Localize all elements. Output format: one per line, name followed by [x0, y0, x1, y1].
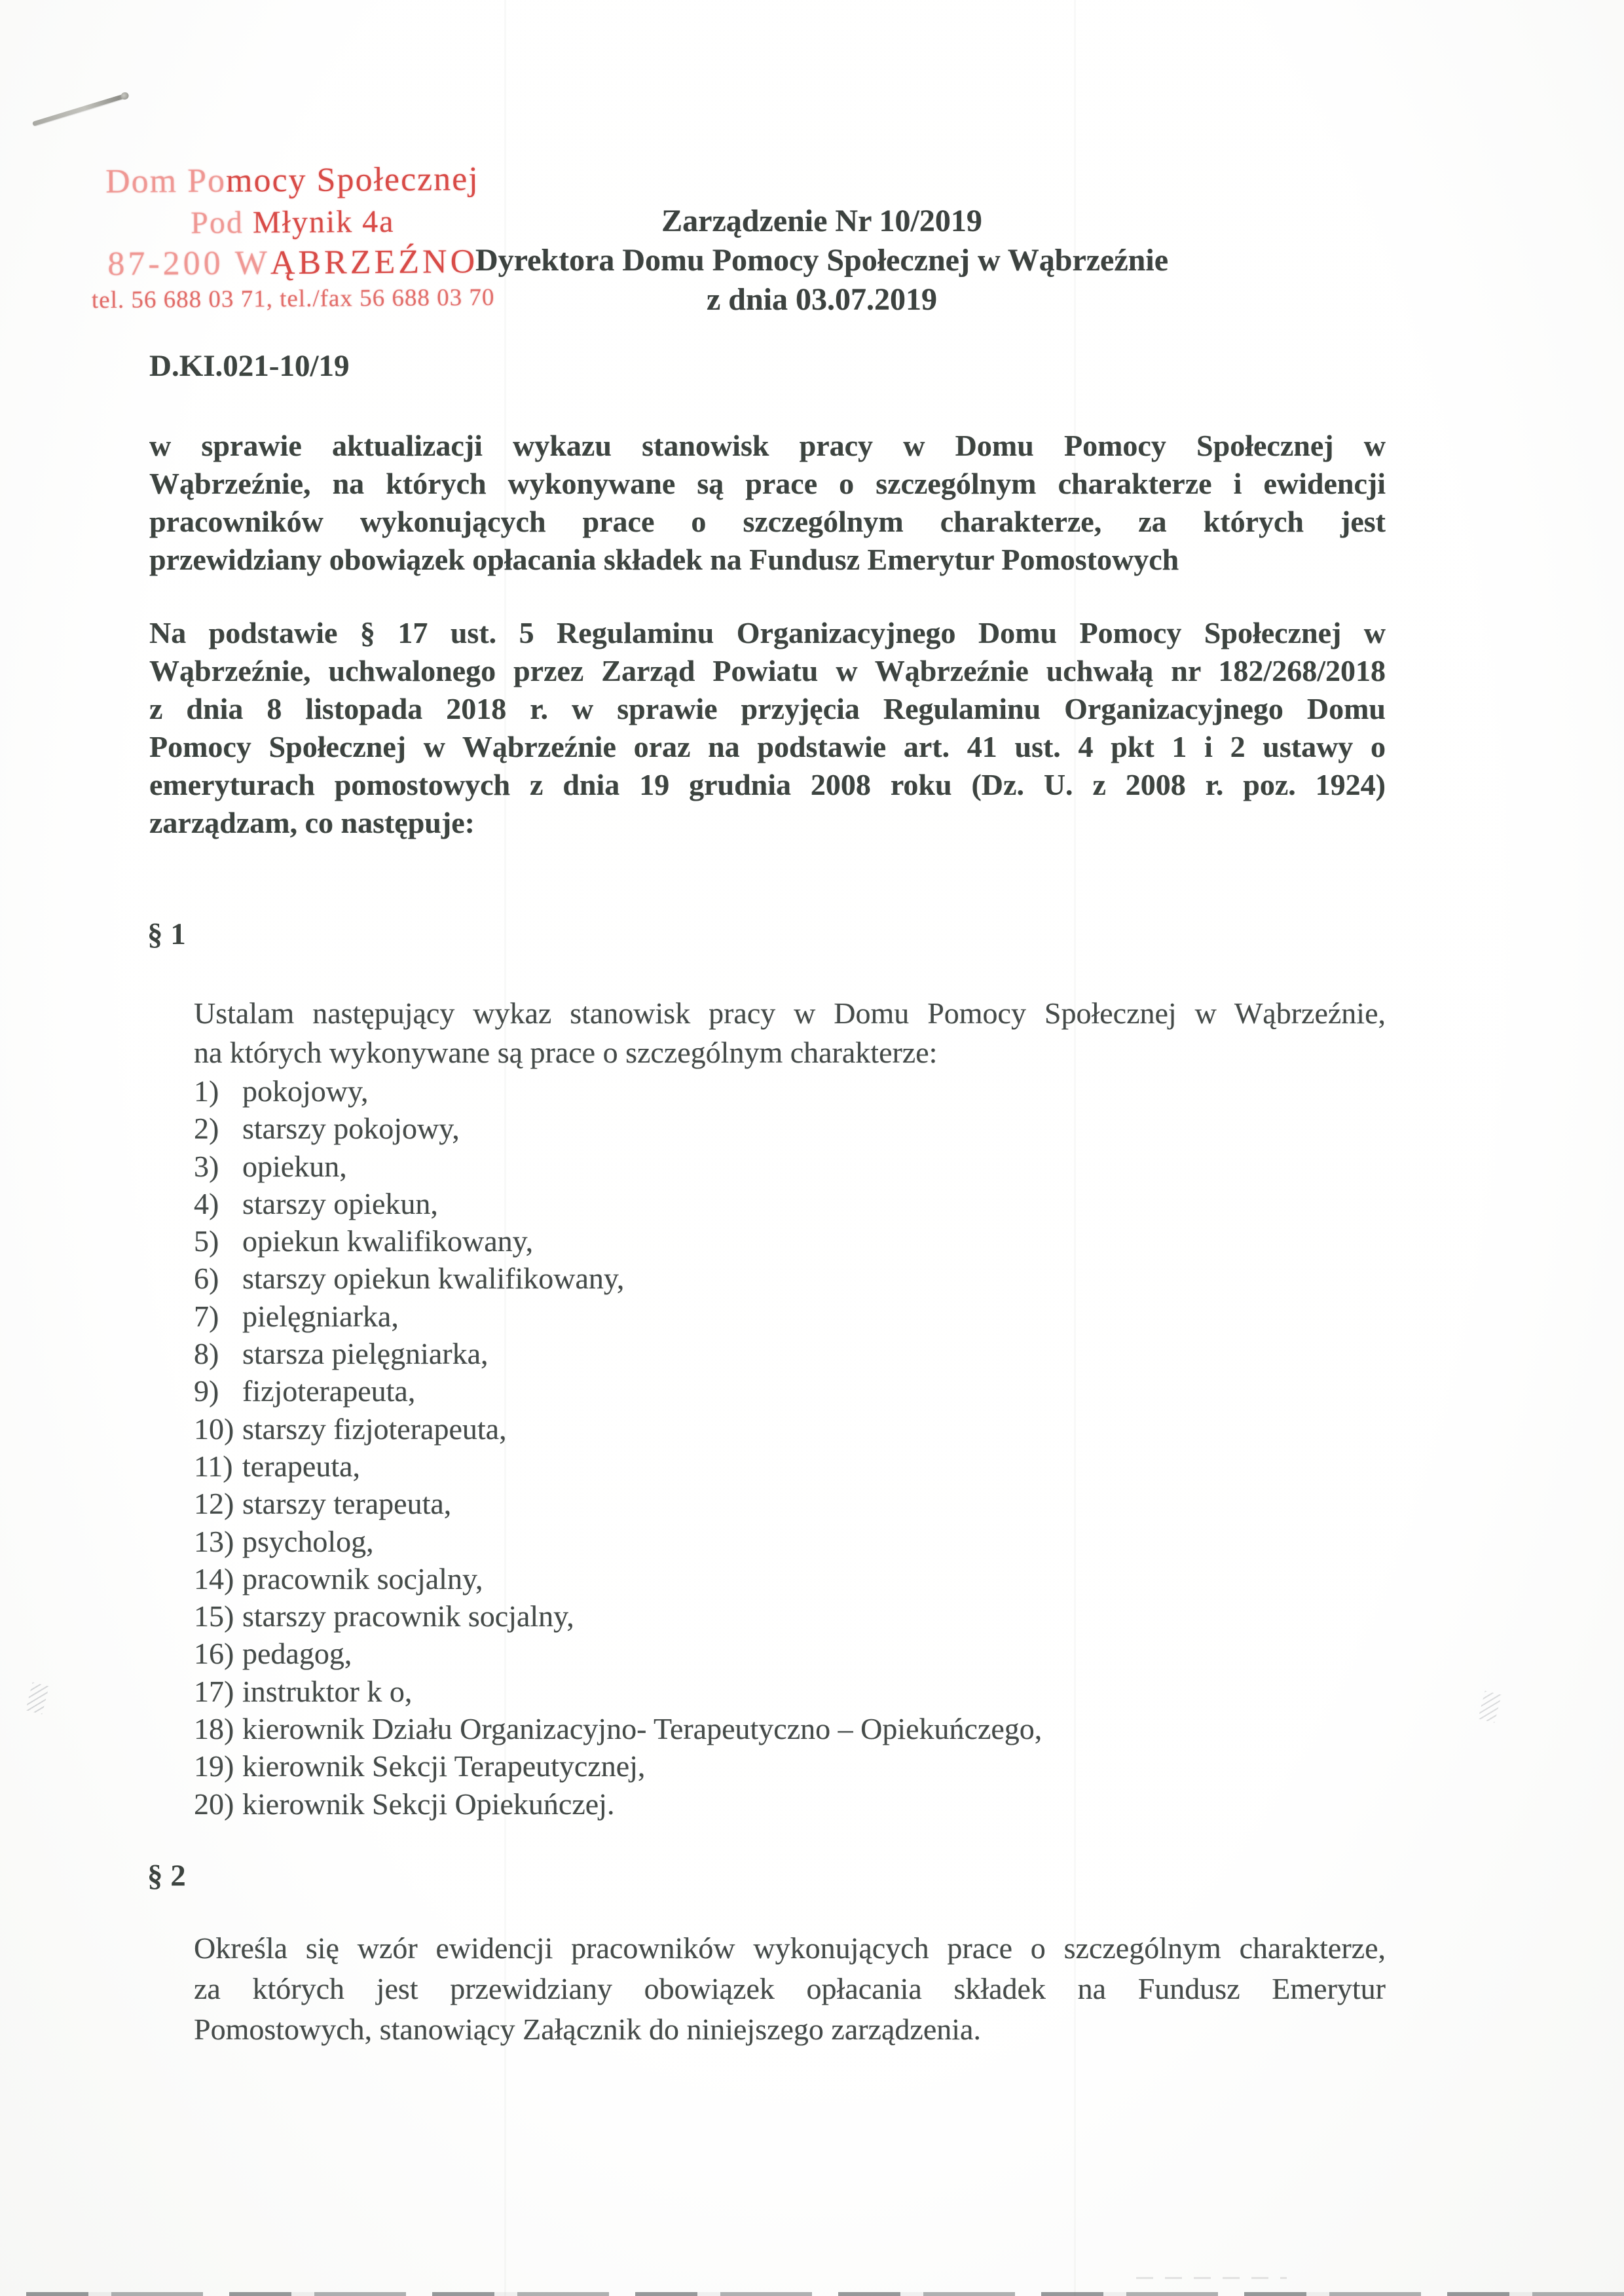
section-2-paragraph — [194, 1928, 1386, 2050]
list-item-18: 18) kierownik Działu Organizacyjno- Terapeutyczno – Opiekuńczego, — [194, 1712, 1043, 1746]
list-item-17: 17) instruktor k o, — [194, 1674, 413, 1708]
list-item-14: 14) pracownik socjalny, — [194, 1561, 483, 1595]
list-item-11: 11) terapeuta, — [194, 1449, 361, 1483]
stamp-org-name: Dom Pomocy Społecznej — [105, 160, 479, 200]
subject-line-1: w sprawie aktualizacji wykazu stanowisk pracy w Domu Pomocy Społecznej w — [149, 429, 1386, 462]
list-item-8: 8) starsza pielęgniarka, — [194, 1337, 489, 1371]
section-1-intro-line-2: na których wykonywane są prace o szczególnym charakterze: — [194, 1036, 938, 1069]
list-item-2: 2) starszy pokojowy, — [194, 1112, 460, 1146]
subject-line-3: pracowników wykonujących prace o szczególnym charakterze, za których jest — [149, 505, 1386, 538]
list-item-15: 15) starszy pracownik socjalny, — [194, 1599, 574, 1633]
legal-basis-line-6: zarządzam, co następuje: — [149, 806, 475, 839]
list-item-16: 16) pedagog, — [194, 1637, 352, 1671]
legal-basis-line-4: Pomocy Społecznej w Wąbrzeźnie oraz na podstawie art. 41 ust. 4 pkt 1 i 2 ustawy o — [149, 730, 1386, 763]
title-line-issuer: Dyrektora Domu Pomocy Społecznej w Wąbrzeźnie — [475, 243, 1168, 278]
list-item-19: 19) kierownik Sekcji Terapeutycznej, — [194, 1749, 646, 1783]
ordinance-reference-number: D.KI.021-10/19 — [149, 349, 350, 383]
list-item-5: 5) opiekun kwalifikowany, — [194, 1224, 534, 1258]
section-1-intro — [194, 994, 1386, 1072]
title-line-date: z dnia 03.07.2019 — [706, 282, 938, 317]
legal-basis-line-2: Wąbrzeźnie, uchwalonego przez Zarząd Powiatu w Wąbrzeźnie uchwałą nr 182/268/2018 — [149, 654, 1386, 687]
section-2-header: § 2 — [147, 1859, 186, 1893]
legal-basis-line-1: Na podstawie § 17 ust. 5 Regulaminu Organizacyjnego Domu Pomocy Społecznej w — [149, 616, 1386, 649]
section-2-line-2: za których jest przewidziany obowiązek opłacania składek na Fundusz Emerytur — [194, 1972, 1386, 2005]
legal-basis-paragraph — [149, 614, 1386, 842]
section-1-header: § 1 — [147, 917, 186, 951]
list-item-1: 1) pokojowy, — [194, 1074, 369, 1108]
pen-squiggle-left — [26, 1683, 49, 1715]
pen-squiggle-right — [1478, 1691, 1502, 1723]
section-1-intro-line-1: Ustalam następujący wykaz stanowisk pracy w Domu Pomocy Społecznej w Wąbrzeźnie, — [194, 996, 1386, 1030]
legal-basis-line-3: z dnia 8 listopada 2018 r. w sprawie przyjęcia Regulaminu Organizacyjnego Domu — [149, 692, 1386, 725]
section-2-line-3: Pomostowych, stanowiący Załącznik do niniejszego zarządzenia. — [194, 2013, 981, 2046]
scan-artifact-dashes — [1136, 2277, 1287, 2279]
scan-edge-artifact — [26, 2292, 1624, 2296]
subject-line-4: przewidziany obowiązek opłacania składek na Fundusz Emerytur Pomostowych — [149, 543, 1179, 576]
stamp-phone: tel. 56 688 03 71, tel./fax 56 688 03 70 — [91, 283, 495, 314]
list-item-7: 7) pielęgniarka, — [194, 1299, 399, 1333]
list-item-6: 6) starszy opiekun kwalifikowany, — [194, 1262, 625, 1296]
pen-scan-artifact — [32, 93, 127, 126]
stamp-street: Pod Młynik 4a — [190, 204, 395, 241]
list-item-20: 20) kierownik Sekcji Opiekuńczej. — [194, 1787, 615, 1821]
positions-list — [194, 1072, 1438, 1823]
title-line-number: Zarządzenie Nr 10/2019 — [661, 204, 982, 238]
list-item-4: 4) starszy opiekun, — [194, 1186, 438, 1220]
stamp-city: 87-200 WĄBRZEŹNO — [107, 243, 479, 283]
document-title — [406, 202, 1238, 319]
list-item-10: 10) starszy fizjoterapeuta, — [194, 1412, 507, 1446]
legal-basis-line-5: emeryturach pomostowych z dnia 19 grudnia 2008 roku (Dz. U. z 2008 r. poz. 1924) — [149, 768, 1386, 801]
list-item-9: 9) fizjoterapeuta, — [194, 1374, 416, 1408]
list-item-13: 13) psycholog, — [194, 1524, 374, 1558]
list-item-12: 12) starszy terapeuta, — [194, 1487, 452, 1521]
list-item-3: 3) opiekun, — [194, 1149, 347, 1183]
subject-paragraph — [149, 427, 1386, 579]
subject-line-2: Wąbrzeźnie, na których wykonywane są prace o szczególnym charakterze i ewidencji — [149, 467, 1386, 500]
section-2-line-1: Określa się wzór ewidencji pracowników wykonujących prace o szczególnym charakterze, — [194, 1931, 1386, 1965]
